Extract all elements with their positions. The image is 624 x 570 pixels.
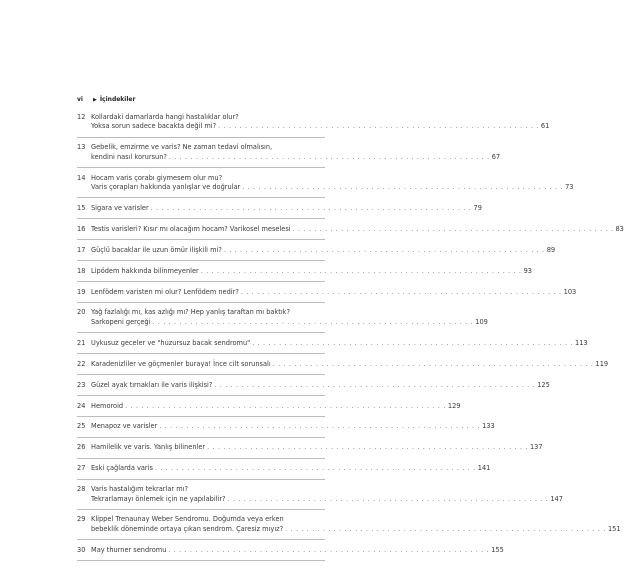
dot-leader: . . . . . . . . . . . . . . . . . . . . . . . . . . . . . . . . . . . . . . . . . . . . . . . . . . . . . . . . . . . .: [125, 401, 446, 410]
chapter-number: 21: [77, 338, 86, 347]
chapter-number: 29: [77, 515, 86, 524]
chapter-title-block: [91, 288, 576, 297]
triangle-marker-icon: ▶: [92, 96, 97, 103]
chapter-title-block: [91, 204, 482, 213]
chapter-title-block: [91, 225, 624, 234]
chapter-title-block: [91, 515, 621, 534]
chapter-title-block: [91, 485, 563, 504]
chapter-page-number: 133: [482, 422, 495, 431]
dot-leader: . . . . . . . . . . . . . . . . . . . . . . . . . . . . . . . . . . . . . . . . . . . . . . . . . . . . . . . . . . . .: [252, 338, 574, 347]
chapter-number: 16: [77, 224, 86, 233]
toc-entry: [77, 464, 491, 479]
chapter-title-line: Sigara ve varisler: [91, 203, 149, 212]
dot-leader: . . . . . . . . . . . . . . . . . . . . . . . . . . . . . . . . . . . . . . . . . . . . . . . . . . . . . . . . . . . .: [168, 152, 490, 161]
dot-leader: . . . . . . . . . . . . . . . . . . . . . . . . . . . . . . . . . . . . . . . . . . . . . . . . . . . . . . . . . . . .: [154, 464, 476, 473]
dot-leader: . . . . . . . . . . . . . . . . . . . . . . . . . . . . . . . . . . . . . . . . . . . . . . . . . . . . . . . . . . . .: [150, 203, 472, 212]
chapter-title-block: [91, 443, 543, 452]
chapter-title-line: Tekrarlamayı önlemek için ne yapılabilir?: [91, 494, 226, 503]
chapter-number: 13: [77, 143, 86, 152]
chapter-number: 25: [77, 422, 86, 431]
chapter-title-line: Eski çağlarda varis: [91, 464, 153, 473]
dot-leader: . . . . . . . . . . . . . . . . . . . . . . . . . . . . . . . . . . . . . . . . . . . . . . . . . . . . . . . . . . . .: [242, 183, 564, 192]
chapter-title-block: [91, 174, 573, 193]
toc-entry: [77, 308, 488, 333]
chapter-page-number: 119: [595, 359, 609, 368]
dot-leader: . . . . . . . . . . . . . . . . . . . . . . . . . . . . . . . . . . . . . . . . . . . . . . . . . . . . . . . . . . . .: [240, 287, 562, 296]
chapter-number: 24: [77, 401, 86, 410]
chapter-page-number: 89: [546, 245, 556, 254]
chapter-title-line: Lenfödem varisten mi olur? Lenfödem nedir?: [91, 287, 239, 296]
dot-leader: . . . . . . . . . . . . . . . . . . . . . . . . . . . . . . . . . . . . . . . . . . . . . . . . . . . . . . . . . . . .: [223, 245, 545, 254]
chapter-number: 20: [77, 308, 86, 317]
toc-entry: [77, 224, 624, 240]
toc-entry: [77, 485, 563, 510]
dot-leader: . . . . . . . . . . . . . . . . . . . . . . . . . . . . . . . . . . . . . . . . . . . . . . . . . . . . . . . . . . . .: [207, 443, 528, 452]
chapter-number: 19: [77, 287, 86, 296]
dot-leader: . . . . . . . . . . . . . . . . . . . . . . . . . . . . . . . . . . . . . . . . . . . . . . . . . . . . . . . . . . . .: [152, 317, 474, 326]
toc-entry: [77, 143, 501, 168]
chapter-number: 17: [77, 245, 86, 254]
chapter-number: 30: [77, 545, 86, 554]
chapter-title-line: May thurner sendromu: [91, 545, 167, 554]
dot-leader: . . . . . . . . . . . . . . . . . . . . . . . . . . . . . . . . . . . . . . . . . . . . . . . . . . . . . . . . . . . .: [285, 524, 606, 533]
dot-leader: . . . . . . . . . . . . . . . . . . . . . . . . . . . . . . . . . . . . . . . . . . . . . . . . . . . . . . . . . . . .: [272, 359, 594, 368]
chapter-title-line: Menapoz ve varisler: [91, 422, 158, 431]
chapter-number: 22: [77, 359, 86, 368]
chapter-number: 23: [77, 380, 86, 389]
chapter-title-line: Varis hastalığım tekrarlar mı?: [91, 485, 188, 494]
toc-entry: [77, 422, 495, 437]
toc-entry: [77, 443, 543, 458]
section-title: İçindekiler: [99, 96, 136, 103]
toc-entry: [77, 401, 461, 417]
chapter-page-number: 61: [540, 122, 550, 131]
chapter-title-line: Hocam varis çorabı giymesem olur mu?: [91, 173, 223, 182]
chapter-page-number: 113: [575, 338, 588, 347]
chapter-title-line: Testis varisleri? Kısır mı olacağım hocam? Varikosel meselesi: [91, 224, 291, 233]
chapter-page-number: 83: [615, 224, 624, 233]
chapter-page-number: 129: [447, 401, 461, 410]
chapter-title-line: Yağ fazlalığı mı, kas azlığı mı? Hep yanlış taraftan mı baktık?: [91, 308, 290, 317]
chapter-title-block: [91, 546, 504, 555]
chapter-page-number: 73: [565, 183, 574, 192]
toc-entry: [77, 515, 621, 540]
chapter-title-line: Uykusuz geceler ve "huzursuz bacak sendromu": [91, 338, 251, 347]
chapter-page-number: 141: [477, 464, 491, 473]
dot-leader: . . . . . . . . . . . . . . . . . . . . . . . . . . . . . . . . . . . . . . . . . . . . . . . . . . . . . . . . . . . .: [227, 494, 549, 503]
chapter-page-number: 125: [537, 380, 550, 389]
toc-entry: [77, 173, 574, 199]
chapter-title-block: [91, 360, 608, 369]
chapter-title-line: Hamilelik ve varis. Yanlış bilinenler: [91, 443, 206, 452]
chapter-title-block: [91, 339, 588, 348]
toc-entry: [77, 287, 577, 303]
chapter-title-line: Güzel ayak tırnakları ile varis ilişkisi?: [91, 380, 213, 389]
chapter-title-line: Hemoroid: [91, 401, 124, 410]
chapter-title-block: [91, 308, 488, 327]
chapter-page-number: 151: [607, 524, 621, 533]
table-of-contents: [77, 113, 624, 567]
chapter-title-line: Karadenizliler ve göçmenler buraya! İnce cilt sorunsalı: [91, 359, 271, 368]
chapter-title-block: [91, 464, 490, 473]
chapter-number: 12: [77, 113, 86, 121]
toc-entry: [77, 359, 609, 375]
toc-entry: [77, 545, 504, 561]
chapter-title-block: [91, 267, 532, 276]
chapter-number: 27: [77, 464, 86, 473]
running-header: [77, 96, 135, 103]
chapter-title-block: [91, 402, 461, 411]
chapter-title-line: Gebelik, emzirme ve varis? Ne zaman tedavi olmalısın,: [91, 143, 273, 152]
toc-entry: [77, 266, 532, 282]
chapter-title-line: Sarkopeni gerçeği: [91, 317, 151, 326]
chapter-title-block: [91, 246, 555, 255]
chapter-page-number: 147: [550, 494, 563, 503]
dot-leader: . . . . . . . . . . . . . . . . . . . . . . . . . . . . . . . . . . . . . . . . . . . . . . . . . . . . . . . . . . . .: [200, 266, 522, 275]
chapter-title-block: [91, 381, 550, 390]
chapter-page-number: 67: [491, 152, 501, 161]
chapter-page-number: 137: [529, 443, 543, 452]
chapter-number: 28: [77, 485, 86, 494]
chapter-title-line: Varis çorapları hakkında yanlışlar ve doğrular: [91, 183, 241, 192]
chapter-page-number: 103: [563, 287, 577, 296]
chapter-number: 15: [77, 203, 86, 212]
chapter-title-line: Klippel Trenaunay Weber Sendromu. Doğumda veya erken: [91, 515, 284, 524]
dot-leader: . . . . . . . . . . . . . . . . . . . . . . . . . . . . . . . . . . . . . . . . . . . . . . . . . . . . . . . . . . . .: [214, 380, 536, 389]
chapter-title-line: Yoksa sorun sadece bacakta değil mi?: [91, 122, 217, 131]
toc-entry: [77, 245, 556, 261]
chapter-title-line: Kollardaki damarlarda hangi hastalıklar olur?: [91, 113, 239, 121]
chapter-page-number: 109: [475, 317, 488, 326]
chapter-page-number: 155: [491, 545, 504, 554]
chapter-title-block: [91, 113, 549, 132]
dot-leader: . . . . . . . . . . . . . . . . . . . . . . . . . . . . . . . . . . . . . . . . . . . . . . . . . . . . . . . . . . . .: [292, 224, 614, 233]
chapter-title-line: Güçlü bacaklar ile uzun ömür ilişkili mi?: [91, 245, 222, 254]
chapter-title-block: [91, 422, 495, 431]
dot-leader: . . . . . . . . . . . . . . . . . . . . . . . . . . . . . . . . . . . . . . . . . . . . . . . . . . . . . . . . . . . .: [159, 422, 481, 431]
toc-entry: [77, 113, 550, 138]
toc-entry: [77, 338, 588, 354]
chapter-title-block: [91, 143, 500, 162]
toc-entry: [77, 380, 550, 396]
header-page-number: vi: [77, 96, 83, 103]
chapter-page-number: 93: [523, 266, 532, 275]
chapter-number: 26: [77, 443, 86, 452]
chapter-number: 18: [77, 266, 86, 275]
chapter-title-line: Lipödem hakkında bilinmeyenler: [91, 266, 199, 275]
chapter-title-line: kendini nasıl korursun?: [91, 152, 167, 161]
chapter-number: 14: [77, 173, 86, 182]
dot-leader: . . . . . . . . . . . . . . . . . . . . . . . . . . . . . . . . . . . . . . . . . . . . . . . . . . . . . . . . . . . .: [168, 545, 490, 554]
chapter-title-line: bebeklik döneminde ortaya çıkan sendrom. Çaresiz mıyız?: [91, 524, 284, 533]
toc-entry: [77, 203, 482, 219]
dot-leader: . . . . . . . . . . . . . . . . . . . . . . . . . . . . . . . . . . . . . . . . . . . . . . . . . . . . . . . . . . . .: [218, 122, 539, 131]
chapter-page-number: 79: [473, 203, 482, 212]
